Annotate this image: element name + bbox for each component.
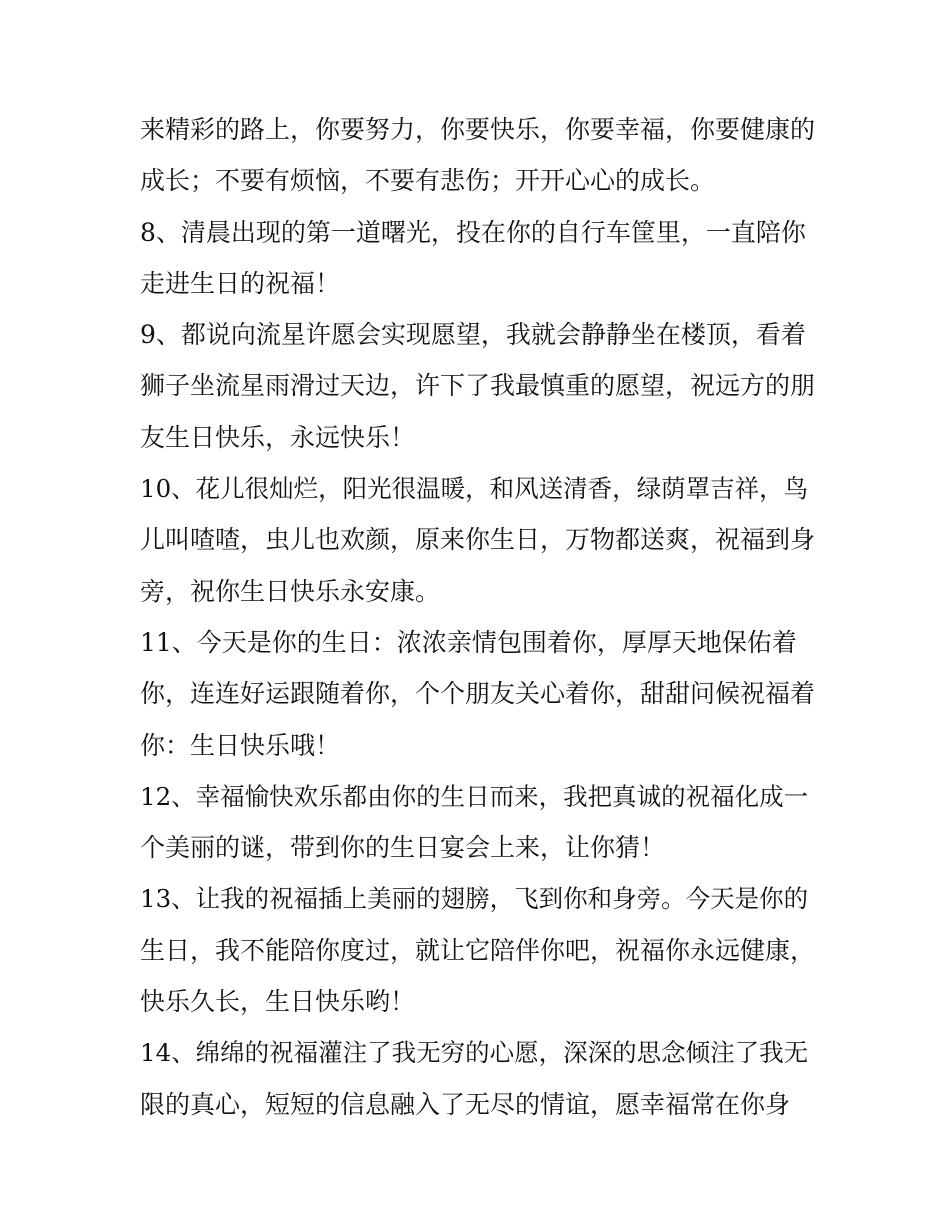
text-line: 你，连连好运跟随着你，个个朋友关心着你，甜甜问候祝福着: [140, 679, 816, 709]
text-line: 友生日快乐，永远快乐！: [140, 422, 416, 452]
text-line: 走进生日的祝福！: [140, 268, 341, 298]
text-line: 生日，我不能陪你度过，就让它陪伴你吧，祝福你永远健康，: [140, 935, 816, 965]
text-line: 14、绵绵的祝福灌注了我无穷的心愿，深深的思念倾注了我无: [140, 1038, 809, 1068]
text-line: 12、幸福愉快欢乐都由你的生日而来，我把真诚的祝福化成一: [140, 781, 809, 811]
text-line: 11、今天是你的生日：浓浓亲情包围着你，厚厚天地保佑着: [140, 627, 797, 657]
text-line: 快乐久长，生日快乐哟！: [140, 987, 416, 1017]
text-line: 10、花儿很灿烂，阳光很温暖，和风送清香，绿荫罩吉祥，鸟: [140, 474, 809, 504]
document-body: [140, 104, 820, 1130]
text-line: 限的真心，短短的信息融入了无尽的情谊，愿幸福常在你身: [140, 1089, 791, 1119]
text-line: 个美丽的谜，带到你的生日宴会上来，让你猜！: [140, 833, 666, 863]
text-line: 儿叫喳喳，虫儿也欢颜，原来你生日，万物都送爽，祝福到身: [140, 525, 816, 555]
text-line: 你：生日快乐哦！: [140, 730, 341, 760]
text-line: 旁，祝你生日快乐永安康。: [140, 576, 441, 606]
text-line: 成长；不要有烦恼，不要有悲伤；开开心心的成长。: [140, 166, 716, 196]
text-line: 9、都说向流星许愿会实现愿望，我就会静静坐在楼顶，看着: [140, 320, 806, 350]
text-line: 来精彩的路上，你要努力，你要快乐，你要幸福，你要健康的: [140, 115, 816, 144]
text-line: 13、让我的祝福插上美丽的翅膀，飞到你和身旁。今天是你的: [140, 884, 809, 914]
text-line: 狮子坐流星雨滑过天边，许下了我最慎重的愿望，祝远方的朋: [140, 371, 816, 401]
text-line: 8、清晨出现的第一道曙光，投在你的自行车筐里，一直陪你: [140, 217, 806, 247]
